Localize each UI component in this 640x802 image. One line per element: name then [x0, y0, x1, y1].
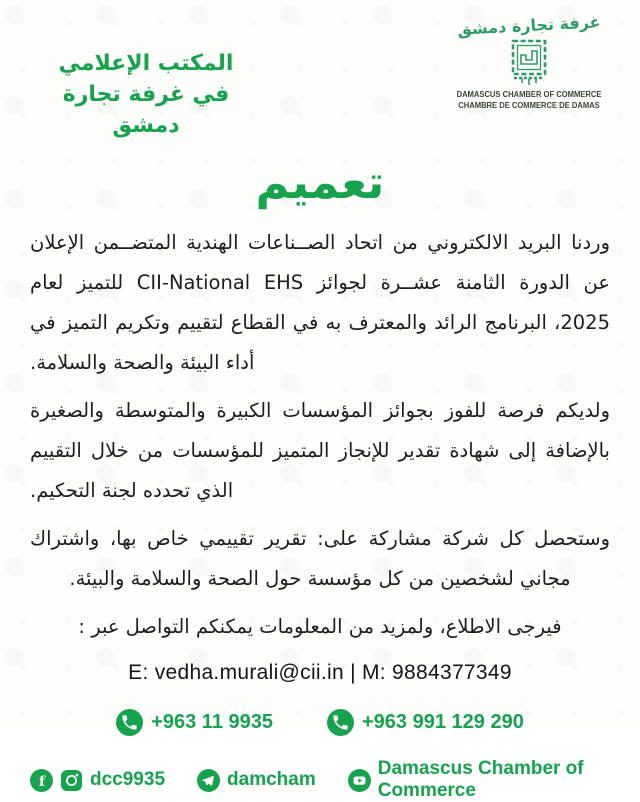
chamber-logo [436, 12, 622, 111]
paragraph-2: ولديكم فرصة للفوز بجوائز المؤسسات الكبيرة والمتوسطة والصغيرة بالإضافة إلى شهادة تقدير للإنجاز المتميز للمؤسسات من خلال التقييم الذي تحدده لجنة التحكيم. [30, 399, 610, 502]
social-row [0, 758, 640, 802]
instagram-icon [60, 769, 83, 792]
telegram-icon [197, 769, 220, 792]
social-facebook-instagram [30, 769, 165, 792]
logo-name-en: DAMASCUS CHAMBER OF COMMERCE [456, 90, 602, 99]
social-handle-label: dcc9935 [90, 769, 166, 790]
contact-email-line: E: vedha.murali@cii.in | M: 9884377349 [128, 661, 512, 684]
body-text [30, 223, 610, 599]
chamber-emblem-icon [500, 37, 558, 89]
social-youtube [348, 758, 640, 802]
social-telegram [197, 769, 316, 792]
phone-number-2-label: +963 991 129 290 [361, 711, 524, 733]
phone-number-1-label: +963 11 9935 [151, 711, 273, 733]
paragraph-3: وستحصل كل شركة مشاركة على: تقرير تقييمي خاص بها، واشتراك مجاني لشخصين من كل مؤسسة حول الصحة والسلامة والبيئة. [30, 527, 610, 590]
social-youtube-label: Damascus Chamber of Commerce [377, 758, 584, 801]
media-office-line2: في غرفة تجارة دمشق [62, 82, 230, 138]
youtube-icon [348, 769, 371, 792]
facebook-icon [30, 769, 53, 792]
phone-number-2 [327, 709, 524, 736]
phone-icon [327, 709, 354, 736]
media-office-line1: المكتب الإعلامي [58, 51, 234, 76]
document-header [0, 0, 640, 141]
logo-name-fr: CHAMBRE DE COMMERCE DE DAMAS [458, 101, 600, 110]
phone-number-1 [116, 709, 273, 736]
paragraph-1: وردنا البريد الالكتروني من اتحاد الصــناعات الهندية المتضــمن الإعلان عن الدورة الثامنة عشــرة لجوائز CII-National EHS للتميز لعام 2025، البرنامج الرائد والمعترف به في القطاع لتقييم وتكريم التميز في أداء البيئة والصحة والسلامة. [30, 231, 610, 374]
closing-line: فيرجى الاطلاع، ولمزيد من المعلومات يمكنكم التواصل عبر : [78, 615, 562, 638]
social-telegram-label: damcham [227, 769, 316, 790]
phone-icon [116, 709, 143, 736]
logo-calligraphy: غرفة تجارة دمشق [456, 12, 602, 39]
phone-row [0, 709, 640, 736]
media-office-block [28, 48, 264, 141]
svg-text:f: f [38, 773, 46, 790]
page-title: تعميم [255, 155, 385, 209]
